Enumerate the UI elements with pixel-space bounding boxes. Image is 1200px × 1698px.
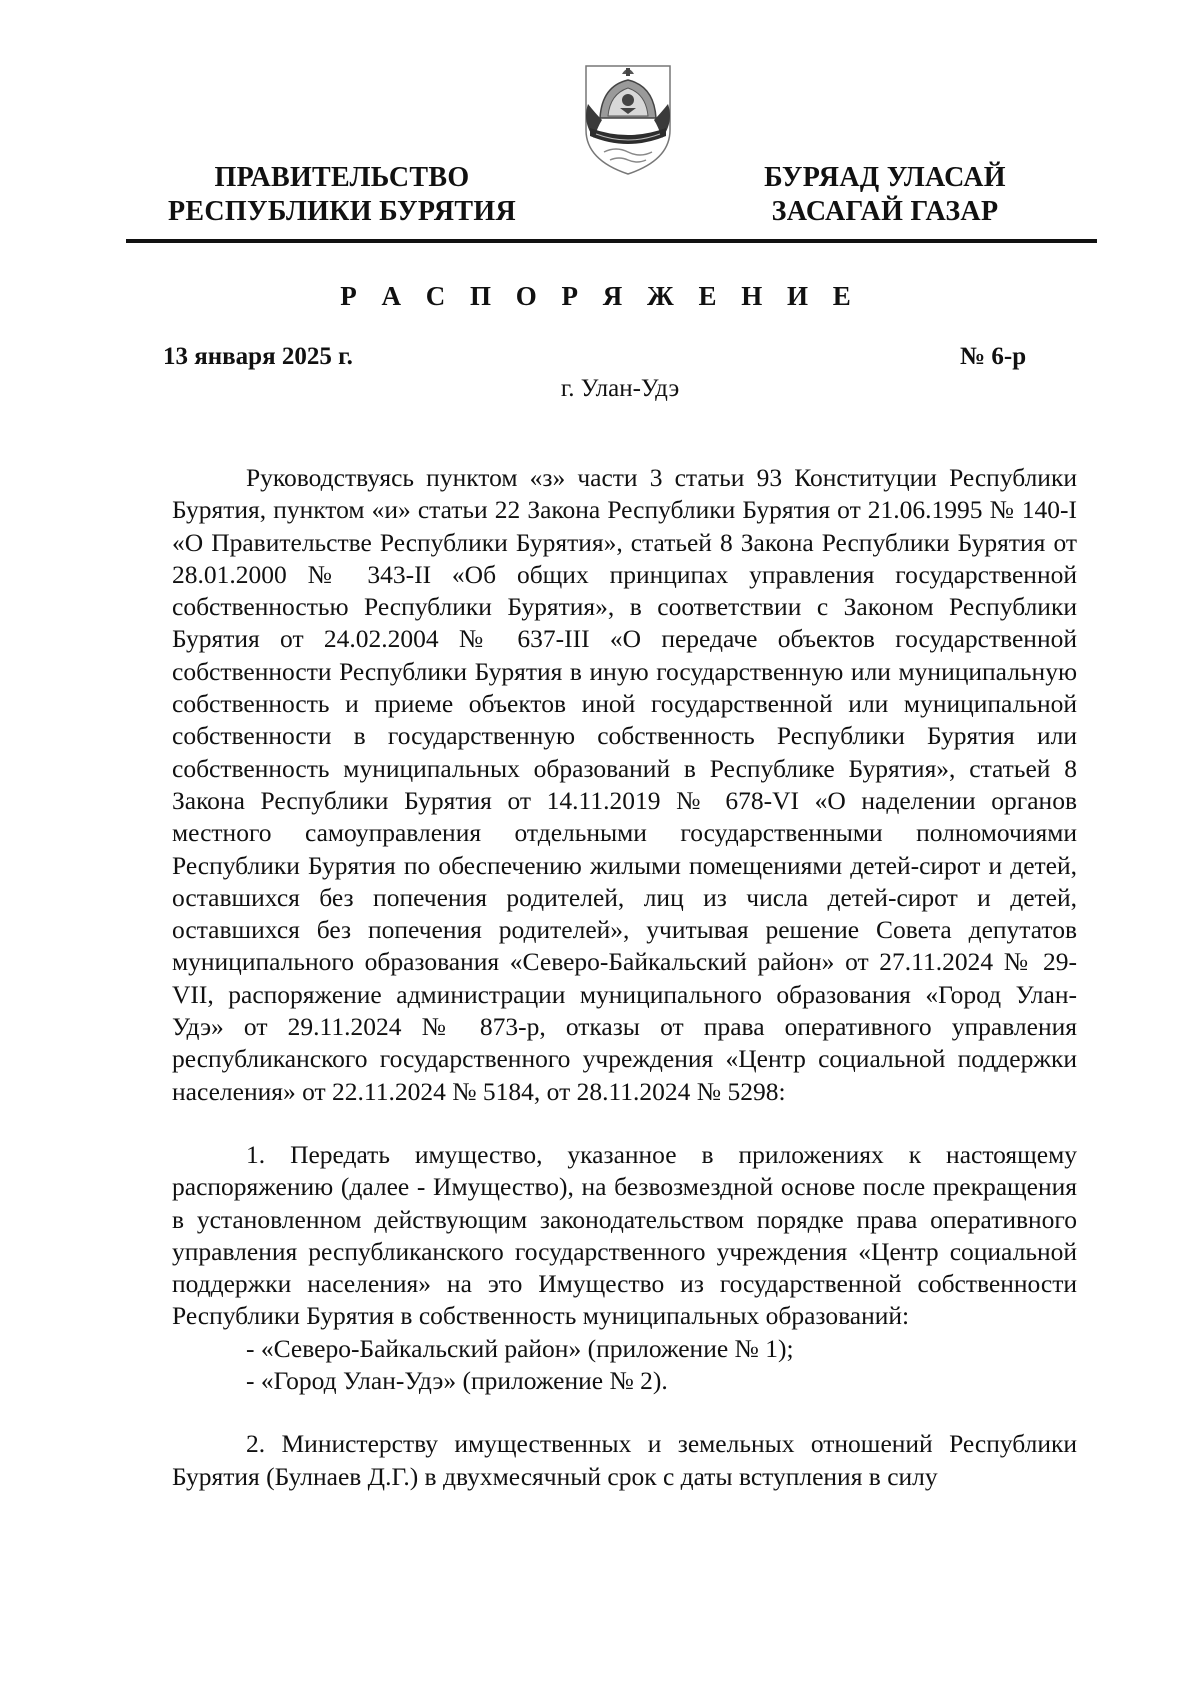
document-date: 13 января 2025 г. (163, 343, 353, 370)
document-city: г. Улан-Удэ (560, 375, 680, 402)
item-1-subitem-1: - «Северо-Байкальский район» (приложение № 1); (246, 1333, 794, 1363)
org-name-russian-line2: РЕСПУБЛИКИ БУРЯТИЯ (168, 196, 516, 227)
document-body (172, 462, 1077, 1493)
item-1-subitem-2: - «Город Улан-Удэ» (приложение № 2). (246, 1366, 668, 1396)
org-name-russian-line1: ПРАВИТЕЛЬСТВО (214, 162, 470, 193)
org-name-buryat-line2: ЗАСАГАЙ ГАЗАР (771, 196, 999, 227)
coat-of-arms-icon (576, 60, 680, 178)
document-type-title: Р А С П О Р Я Ж Е Н И Е (340, 281, 860, 311)
preamble-paragraph: Руководствуясь пунктом «з» части 3 статьи 93 Конституции Республики Бурятия, пунктом «и» статьи 22 Закона Республики Бурятия от 21.06.1995 № 140-I «О Правительстве Республики Бурятия», статьей 8 Закона Республики Бурятия от 28.01.2000 № 343-II «Об общих принципах управления государственной собственностью Республики Бурятия», в соответствии с Законом Республики Бурятия от 24.02.2004 № 637-III «О передаче объектов государственной собственности Республики Бурятия в иную государственную или муниципальную собственность и приеме объектов иной государственной или муниципальной собственности в государственную собственность Республики Бурятия или собственность муниципальных образований в Республике Бурятия», статьей 8 Закона Республики Бурятия от 14.11.2019 № 678-VI «О наделении органов местного самоуправления отдельными государственными полномочиями Республики Бурятия по обеспечению жилыми помещениями детей-сирот и детей, оставшихся без попечения родителей, лиц из числа детей-сирот и детей, оставшихся без попечения родителей», учитывая решение Совета депутатов муниципального образования «Северо-Байкальский район» от 27.11.2024 № 29-VII, распоряжение администрации муниципального образования «Город Улан-Удэ» от 29.11.2024 № 873-р, отказы от права оперативного управления республиканского государственного учреждения «Центр социальной поддержки населения» от 22.11.2024 № 5184, от 28.11.2024 № 5298: (172, 463, 1077, 1106)
item-1-paragraph: 1. Передать имущество, указанное в приложениях к настоящему распоряжению (далее - Имущество), на безвозмездной основе после прекращения в установленном действующим законодательством порядке права оперативного управления республиканского государственного учреждения «Центр социальной поддержки населения» на это Имущество из государственной собственности Республики Бурятия в собственность муниципальных образований: (172, 1139, 1077, 1331)
item-2-paragraph: 2. Министерству имущественных и земельных отношений Республики Бурятия (Булнаев Д.Г.) в двухмесячный срок с даты вступления в силу (172, 1429, 1077, 1491)
org-name-russian (152, 161, 532, 229)
header-divider (126, 239, 1097, 243)
org-name-buryat-line1: БУРЯАД УЛАСАЙ (764, 162, 1006, 193)
org-name-buryat (735, 161, 1035, 229)
document-number: № 6-р (960, 343, 1027, 370)
